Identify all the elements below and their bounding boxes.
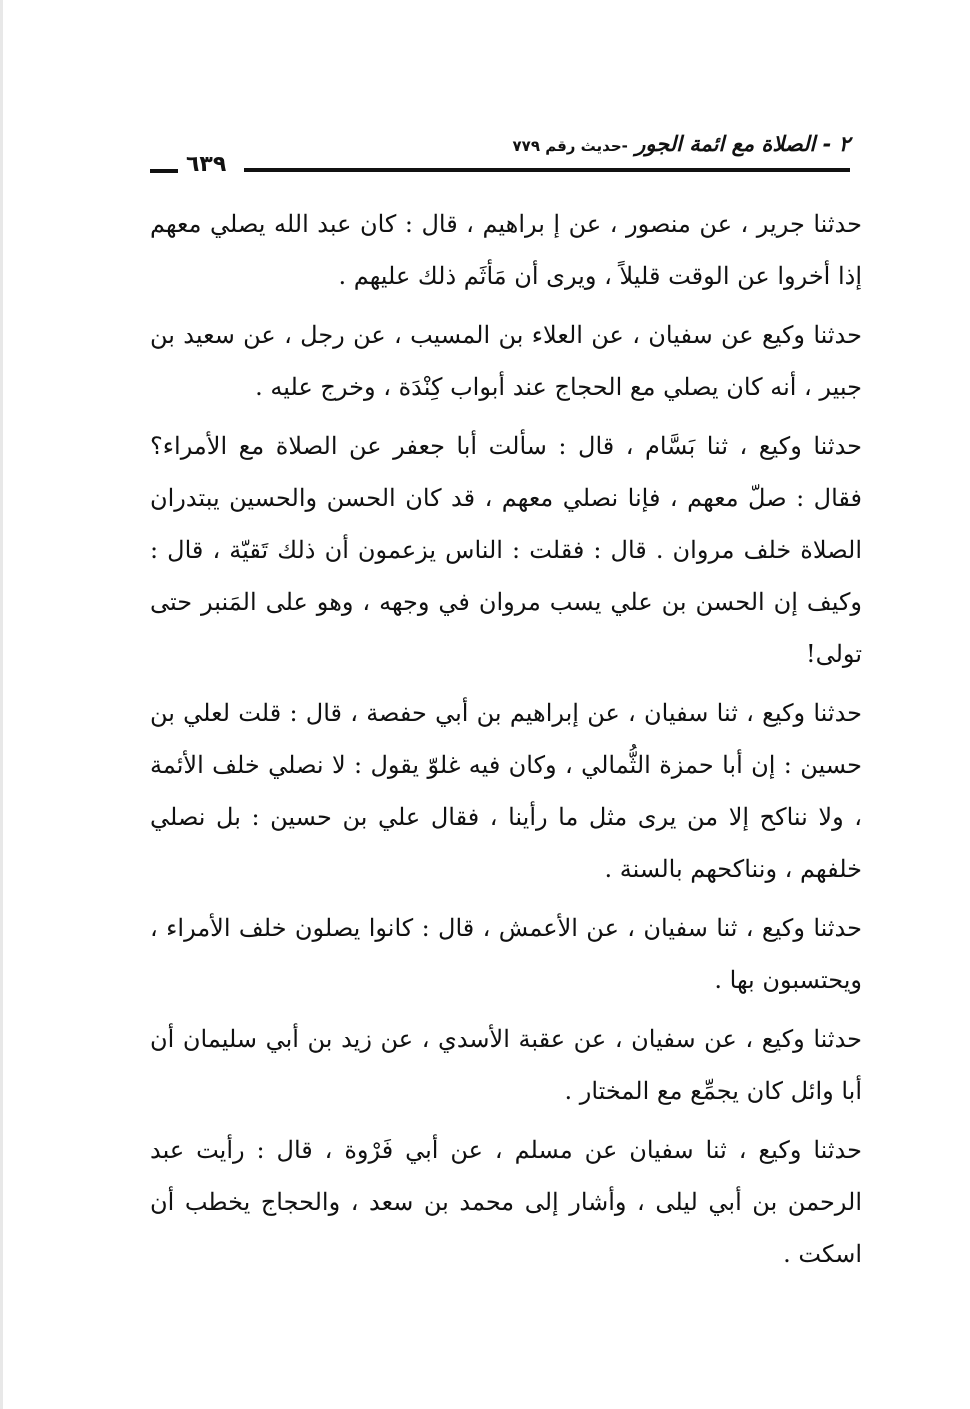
- running-header: [150, 132, 850, 182]
- page-edge-shadow: [0, 0, 3, 1409]
- page-number-block: [150, 152, 250, 182]
- page-number-dash: [150, 169, 178, 173]
- header-rule: [244, 168, 850, 172]
- hadith-paragraph: حدثنا وكيع ، ثنا سفيان ، عن إبراهيم بن أبي حفصة ، قال : قلت لعلي بن حسين : إن أبا حمزة الثُّمالي ، وكان فيه غلوّ يقول : لا نصلي خلف الأئمة ، ولا نناكح إلا من يرى مثل ما رأينا ، فقال علي بن حسين : بل نصلي خلفهم ، ونناكحهم بالسنة .: [150, 699, 862, 883]
- hadith-paragraph: حدثنا وكيع ، ثنا سفيان عن مسلم ، عن أبي فَرْوة ، قال : رأيت عبد الرحمن بن أبي ليلى ، وأشار إلى محمد بن سعد ، والحجاج يخطب أن اسكت .: [150, 1136, 863, 1268]
- section-title: ٢ - الصلاة مع ائمة الجور: [635, 132, 850, 156]
- body-text: [150, 198, 862, 1287]
- hadith-reference: -حديث رقم ٧٧٩: [512, 137, 628, 155]
- hadith-paragraph: حدثنا وكيع عن سفيان ، عن العلاء بن المسيب ، عن رجل ، عن سعيد بن جبير ، أنه كان يصلي مع الحجاج عند أبواب كِنْدَة ، وخرج عليه .: [150, 321, 862, 401]
- running-title: [513, 132, 850, 156]
- hadith-paragraph: حدثنا وكيع ، ثنا بَسَّام ، قال : سألت أبا جعفر عن الصلاة مع الأمراء؟ فقال : صلّ معهم ، فإنا نصلي معهم ، قد كان الحسن والحسين يبتدران الصلاة خلف مروان . قال : فقلت : الناس يزعمون أن ذلك تَقيّة ، قال : وكيف إن الحسن بن علي يسب مروان في وجهه ، وهو على المَنبر حتى تولى!: [150, 432, 862, 668]
- page-number: ٦٣٩: [186, 152, 227, 177]
- hadith-paragraph: حدثنا وكيع ، عن سفيان ، عن عقبة الأسدي ، عن زيد بن أبي سليمان أن أبا وائل كان يجمِّع مع المختار .: [150, 1025, 862, 1105]
- hadith-paragraph: حدثنا وكيع ، ثنا سفيان ، عن الأعمش ، قال : كانوا يصلون خلف الأمراء ، ويحتسبون بها .: [150, 914, 862, 994]
- hadith-paragraph: حدثنا جرير ، عن منصور ، عن إ براهيم ، قال : كان عبد الله يصلي معهم إذا أخروا عن الوقت قليلاً ، ويرى أن مَأثَم ذلك عليهم .: [150, 210, 862, 290]
